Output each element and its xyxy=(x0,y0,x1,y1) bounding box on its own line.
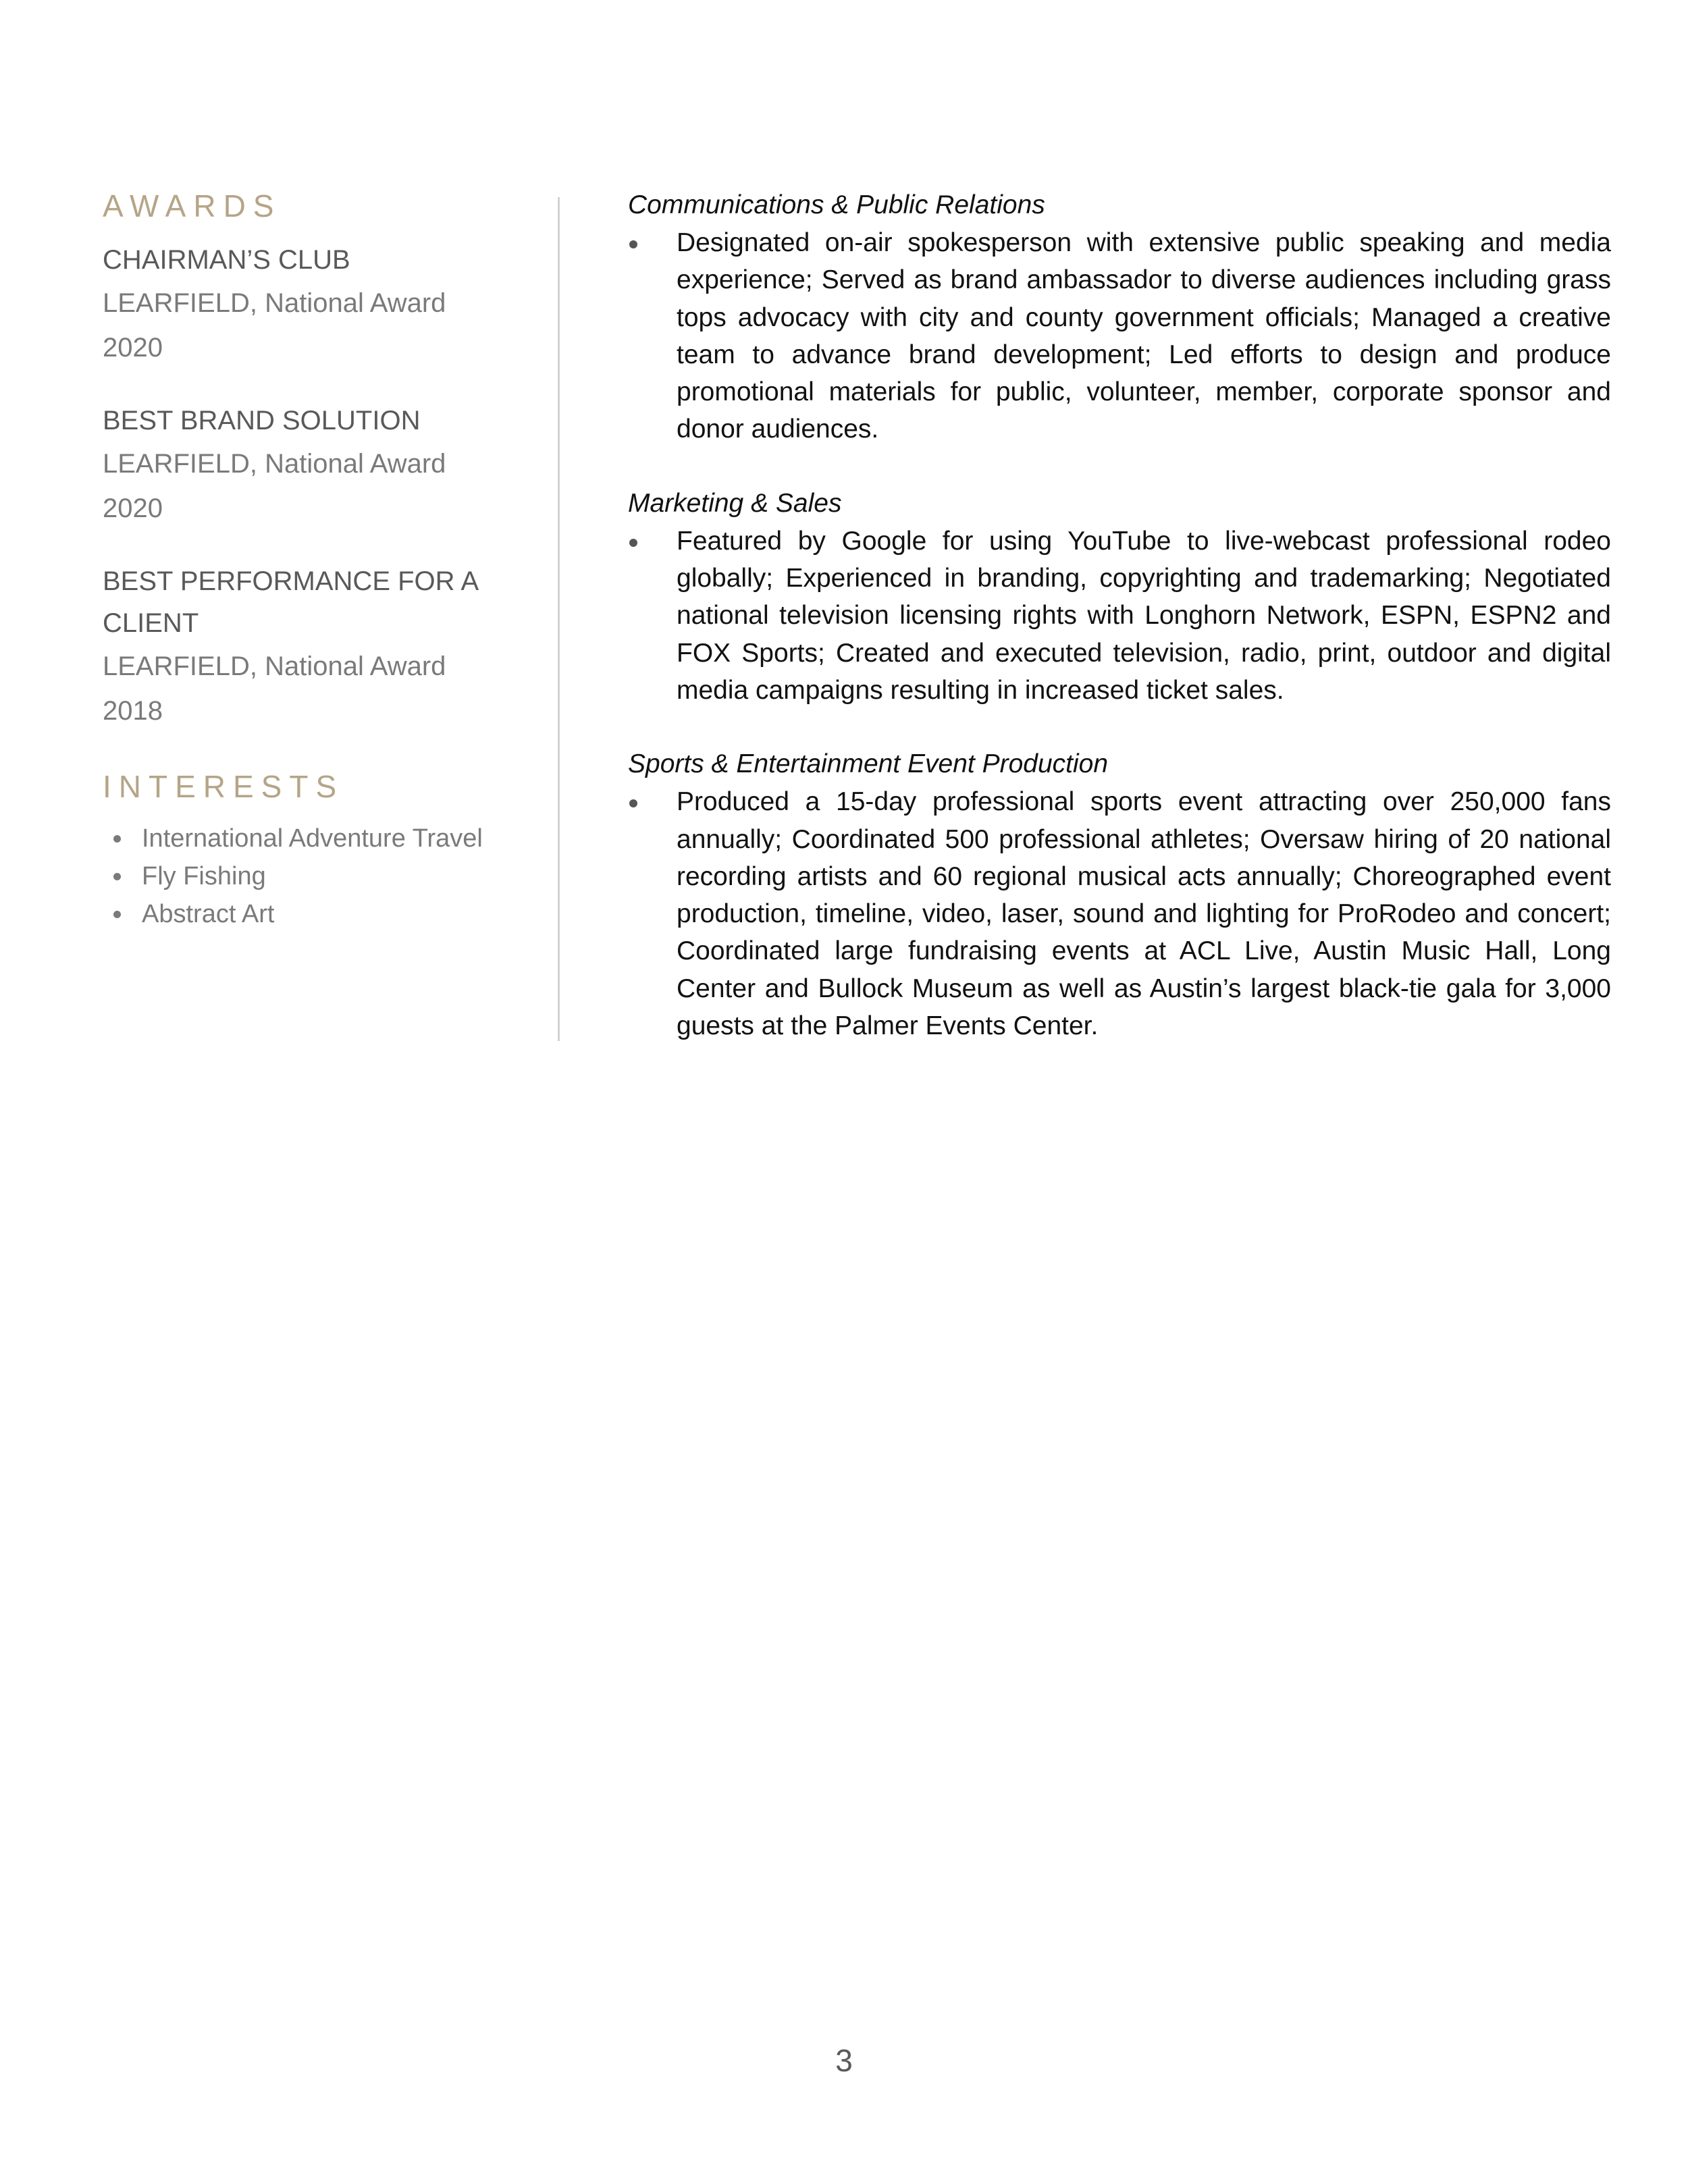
experience-text: Produced a 15-day professional sports event attracting over 250,000 fans annually; Coordinated 500 professional athletes; Oversaw hiring of 20 national recording artists and 60 regional musical acts annually; Choreographed event production, timeline, video, laser, sound and lighting for ProRodeo and concert; Coordinated large fundraising events at ACL Live, Austin Music Hall, Long Center and Bullock Museum as well as Austin’s largest black-tie gala for 3,000 guests at the Palmer Events Center. xyxy=(677,787,1611,1041)
experience-heading: Marketing & Sales xyxy=(628,488,842,518)
interests-heading: INTERESTS xyxy=(103,769,344,804)
column-divider xyxy=(558,197,560,1041)
experience-block xyxy=(628,485,1611,709)
experience-bullet xyxy=(628,523,1611,709)
experience-text: Featured by Google for using YouTube to live-webcast professional rodeo globally; Experienced in branding, copyrighting and trademarking; Negotiated national television licensing rights with Longhorn Network, ESPN, ESPN2 and FOX Sports; Created and executed television, radio, print, outdoor and digital media campaigns resulting in increased ticket sales. xyxy=(677,526,1611,705)
interest-label: Abstract Art xyxy=(142,900,275,928)
bullet-icon xyxy=(113,911,121,918)
bullet-icon xyxy=(113,835,121,843)
bullet-icon xyxy=(113,873,121,880)
award-year: 2020 xyxy=(103,494,163,523)
experience-block xyxy=(628,186,1611,448)
experience-heading: Sports & Entertainment Event Production xyxy=(628,749,1109,779)
experience-bullet xyxy=(628,783,1611,1044)
interest-label: International Adventure Travel xyxy=(142,824,483,853)
award-title: BEST BRAND SOLUTION xyxy=(103,406,421,435)
interest-item xyxy=(103,857,535,895)
award-year: 2020 xyxy=(103,333,163,363)
award-organization: LEARFIELD, National Award xyxy=(103,651,446,681)
award-title: BEST PERFORMANCE FOR A CLIENT xyxy=(103,566,477,638)
experience-block xyxy=(628,745,1611,1044)
experience-text: Designated on-air spokesperson with extensive public speaking and media experience; Served as brand ambassador to diverse audiences including grass tops advocacy with city and county government officials; Managed a creative team to advance brand development; Led efforts to design and produce promotional materials for public, volunteer, member, corporate sponsor and donor audiences. xyxy=(677,228,1611,444)
experience-heading: Communications & Public Relations xyxy=(628,190,1045,219)
page-number: 3 xyxy=(835,2043,853,2078)
award-organization: LEARFIELD, National Award xyxy=(103,449,446,479)
right-column xyxy=(628,186,1611,1081)
award-item xyxy=(103,560,535,733)
experience-bullet xyxy=(628,224,1611,448)
award-item xyxy=(103,400,535,531)
interest-item xyxy=(103,820,535,857)
bullet-icon xyxy=(629,240,637,248)
bullet-icon xyxy=(629,539,637,547)
interest-label: Fly Fishing xyxy=(142,862,266,890)
award-item xyxy=(103,239,535,370)
interest-item xyxy=(103,895,535,933)
award-organization: LEARFIELD, National Award xyxy=(103,288,446,318)
award-year: 2018 xyxy=(103,696,163,726)
left-column xyxy=(103,182,535,933)
interests-list xyxy=(103,820,535,933)
bullet-icon xyxy=(629,799,637,807)
award-title: CHAIRMAN’S CLUB xyxy=(103,245,350,275)
awards-heading: AWARDS xyxy=(103,188,282,223)
